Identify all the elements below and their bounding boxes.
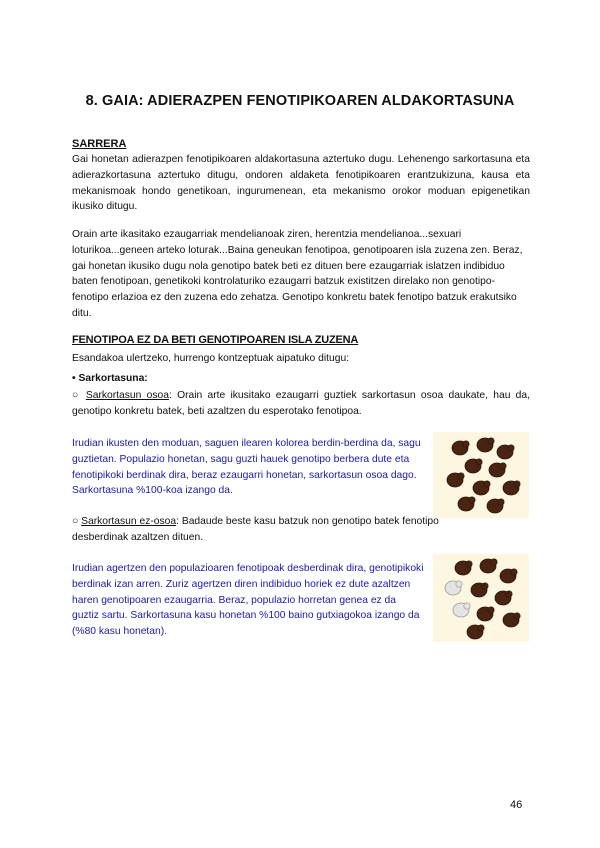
blue-explanation-2: Irudian agertzen den populazioaren fenotipoak desberdinak dira, genotipikoki berdinak izan arren. Zuriz agertzen diren indibiduo horiek ez dute azaltzen haren genotipoaren ezaugarria. Beraz, populazio horretan genea ez da guztiz sartu. Sarkortasuna kasu honetan %100 baino gutxiagokoa izango da (%80 kasu honetan).: [72, 563, 424, 638]
dark-mouse-icon: [500, 569, 517, 583]
dark-mouse-icon: [452, 441, 469, 455]
bullet-dot-icon: •: [72, 373, 76, 384]
sarrera-paragraph-2: Orain arte ikasitako ezaugarriak mendelianoak ziren, herentzia mendelianoa...sexuari loturikoa...geneen arteko loturak...Baina geneukan fenotipoa, genotipoaren isla zuzena zen. Beraz, gai honetan ikusiko dugu nola genotipo batek beti ez dituen bere ezaugarriak islatzen indibiduo baten fenotipoan, genetikoki kontrolaturiko ezaugarri batzuk existitzen direlako non genotipo-fenotipo erlazioa ez den zuzena edo zehatza. Genotipo konkretu batek fenotipo batzuk erakutsiko ditu.: [72, 229, 523, 319]
dark-mouse-icon: [503, 481, 520, 495]
section-heading-sarrera: SARRERA: [72, 138, 127, 150]
sarrera-paragraph-1: Gai honetan adierazpen fenotipikoaren aldakortasuna aztertuko dugu. Lehenengo sarkortasuna eta adierazkortasuna aztertuko ditugu, ondoren aldaketa fenotipikoaren erantzukizuna, kausa eta mekanismoak hondo genetikoan, ingurumenean, eta mekanismo orokor moduan epigenetikan ikusiko ditugu.: [72, 154, 530, 213]
bullet-sarkortasuna: [72, 371, 530, 387]
dark-mouse-icon: [497, 445, 514, 459]
dark-mouse-icon: [477, 607, 494, 621]
mice-population-image: [433, 432, 529, 518]
mice-figure-2: [433, 554, 529, 642]
dark-mouse-icon: [503, 613, 520, 627]
page-title: 8. GAIA: ADIERAZPEN FENOTIPIKOAREN ALDAKORTASUNA: [85, 93, 515, 109]
dark-mouse-icon: [467, 625, 484, 639]
term-sarkortasun-osoa: Sarkortasun osoa: [85, 390, 169, 401]
circle-bullet-icon: ○: [72, 516, 82, 527]
intro-text: Esandakoa ulertzeko, hurrengo kontzeptuak aipatuko ditugu:: [72, 353, 350, 364]
dark-mouse-icon: [471, 583, 488, 597]
white-mouse-icon: [445, 581, 462, 595]
white-mouse-icon: [453, 603, 470, 617]
dark-mouse-icon: [480, 559, 497, 573]
dark-mouse-icon: [487, 499, 504, 513]
dark-mouse-icon: [447, 473, 464, 487]
dark-mouse-icon: [495, 591, 512, 605]
sarkortasun-osoa-paragraph: [72, 388, 530, 420]
mice-population-image: [433, 554, 529, 642]
circle-bullet-icon: ○: [72, 390, 86, 401]
osoa-definition: : Orain arte ikusitako ezaugarri guztiek sarkortasun osoa daukate, hau da, genotipo konkretu batek, beti azaltzen du esperotako fenotipoa.: [72, 390, 530, 417]
dark-mouse-icon: [489, 463, 506, 477]
dark-mouse-icon: [455, 561, 472, 575]
bullet-label: Sarkortasuna:: [78, 373, 148, 384]
dark-mouse-icon: [473, 481, 490, 495]
blue-explanation-1: Irudian ikusten den moduan, saguen ilearen kolorea berdin-berdina da, sagu guztietan. Populazio honetan, sagu guzti hauek genotipo berbera dute eta fenotipikoki berdinak dira, beraz ezaugarri honetan, sarkortasun osoa dago. Sarkortasuna %100-koa izango da.: [72, 438, 421, 497]
ez-osoa-definition: : Badaude beste kasu batzuk non genotipo batek fenotipo desberdinak azaltzen dituen.: [72, 516, 439, 543]
mice-figure-1: [433, 432, 529, 518]
dark-mouse-icon: [458, 497, 475, 511]
sarkortasun-ez-osoa-paragraph: [72, 514, 452, 546]
dark-mouse-icon: [477, 438, 494, 452]
section-heading-fenotipoa: FENOTIPOA EZ DA BETI GENOTIPOAREN ISLA ZUZENA: [72, 334, 359, 346]
term-sarkortasun-ez-osoa: Sarkortasun ez-osoa: [81, 516, 177, 527]
dark-mouse-icon: [465, 459, 482, 473]
page-number: 46: [510, 799, 523, 811]
